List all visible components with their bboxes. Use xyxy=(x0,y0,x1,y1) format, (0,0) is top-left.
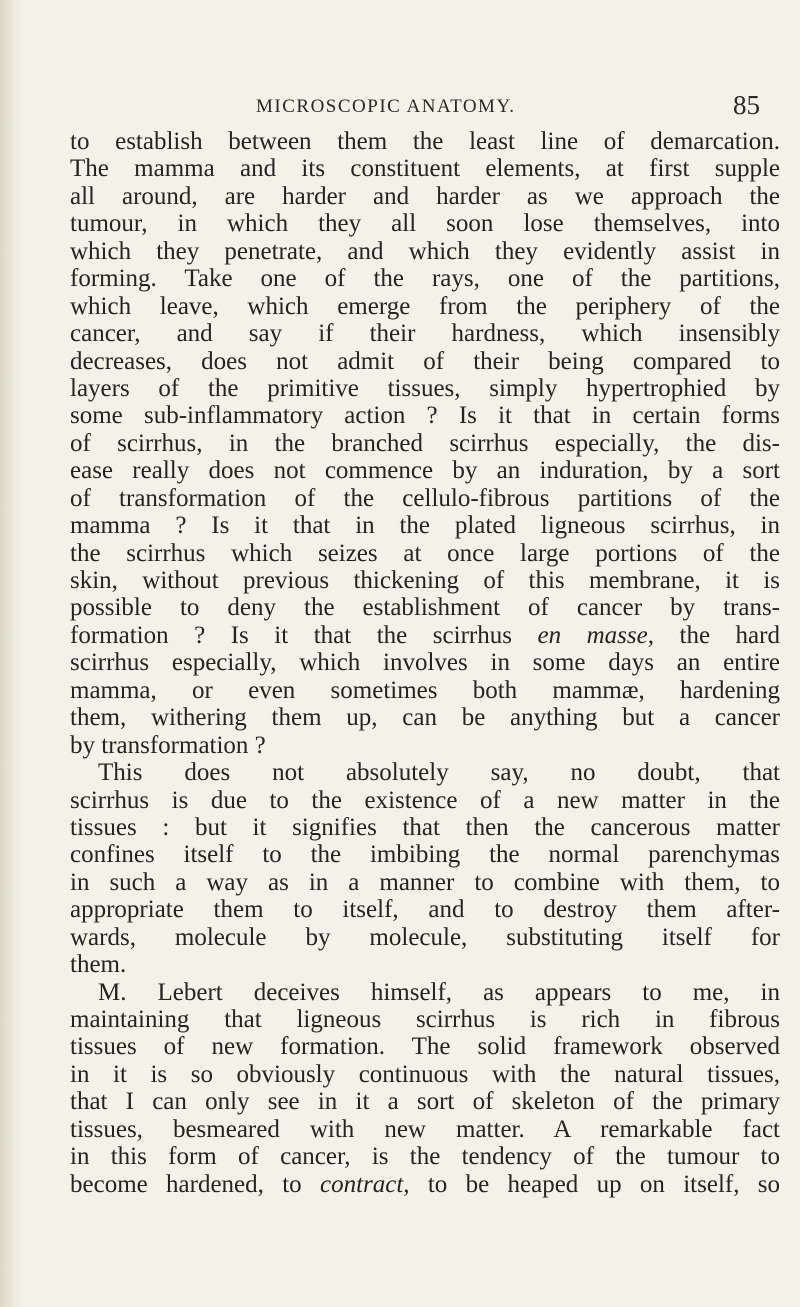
text-line: tissues : but it signifies that then the cancerous matter xyxy=(70,813,780,841)
text-line: wards, molecule by molecule, substituting itself for xyxy=(70,923,780,951)
text-line: scirrhus especially, which involves in some days an entire xyxy=(70,649,780,677)
text-line xyxy=(70,1171,780,1198)
page-edge-shadow xyxy=(0,0,22,1307)
text-line: The mamma and its constituent elements, at first supple xyxy=(70,155,780,183)
text-line xyxy=(70,622,780,649)
text-line: scirrhus is due to the existence of a new matter in the xyxy=(70,786,780,814)
italic-phrase: contract, xyxy=(319,1170,410,1198)
text-line: possible to deny the establishment of cancer by trans- xyxy=(70,594,780,622)
text-line: to establish between them the least line of demarcation. xyxy=(70,128,780,155)
text-line: skin, without previous thickening of this membrane, it is xyxy=(70,567,780,594)
text-line: which leave, which emerge from the periphery of the xyxy=(70,292,780,320)
text-line: some sub-inflammatory action ? Is it that in certain forms xyxy=(70,402,780,430)
text-line: of transformation of the cellulo-fibrous partitions of the xyxy=(70,484,780,512)
text-line: mamma, or even sometimes both mammæ, hardening xyxy=(70,676,780,704)
text-line: by transformation ? xyxy=(70,731,266,759)
text-line: tissues of new formation. The solid framework observed xyxy=(70,1033,780,1061)
text-line: tissues, besmeared with new matter. A remarkable fact xyxy=(70,1115,780,1143)
body-text xyxy=(70,128,780,1198)
text-line: maintaining that ligneous scirrhus is rich in fibrous xyxy=(70,1006,780,1033)
text-line: M. Lebert deceives himself, as appears to me, in xyxy=(98,978,780,1006)
text-line: ease really does not commence by an induration, by a sort xyxy=(70,457,780,485)
text-line: them. xyxy=(70,951,127,979)
page-header xyxy=(0,90,800,124)
text-segment: become hardened, to xyxy=(70,1170,320,1198)
text-line: all around, are harder and harder as we approach the xyxy=(70,182,780,210)
italic-phrase: en masse, xyxy=(537,621,654,649)
text-line: of scirrhus, in the branched scirrhus especially, the dis- xyxy=(70,429,780,457)
text-line: decreases, does not admit of their being compared to xyxy=(70,347,780,375)
text-line: in it is so obviously continuous with the natural tissues, xyxy=(70,1060,780,1088)
text-line: the scirrhus which seizes at once large portions of the xyxy=(70,539,780,567)
text-segment: to be heaped up on itself, so xyxy=(427,1170,780,1198)
text-line: This does not absolutely say, no doubt, that xyxy=(98,759,780,787)
text-line: mamma ? Is it that in the plated ligneous scirrhus, in xyxy=(70,512,780,540)
text-segment: formation ? Is it that the scirrhus xyxy=(70,621,538,649)
text-line: in such a way as in a manner to combine with them, to xyxy=(70,868,780,896)
text-line: cancer, and say if their hardness, which insensibly xyxy=(70,320,780,348)
text-line: appropriate them to itself, and to destroy them after- xyxy=(70,896,780,924)
text-line: in this form of cancer, is the tendency of the tumour to xyxy=(70,1143,780,1171)
text-segment: the hard xyxy=(653,621,780,649)
text-line: confines itself to the imbibing the normal parenchymas xyxy=(70,841,780,869)
text-line: forming. Take one of the rays, one of the partitions, xyxy=(70,265,780,293)
text-line: which they penetrate, and which they evidently assist in xyxy=(70,237,780,265)
running-head: MICROSCOPIC ANATOMY. xyxy=(256,96,516,117)
text-line: them, withering them up, can be anything but a cancer xyxy=(70,704,780,732)
text-line: tumour, in which they all soon lose themselves, into xyxy=(70,210,780,238)
text-line: that I can only see in it a sort of skeleton of the primary xyxy=(70,1088,780,1116)
page-number: 85 xyxy=(733,90,760,120)
text-line: layers of the primitive tissues, simply hypertrophied by xyxy=(70,374,780,402)
